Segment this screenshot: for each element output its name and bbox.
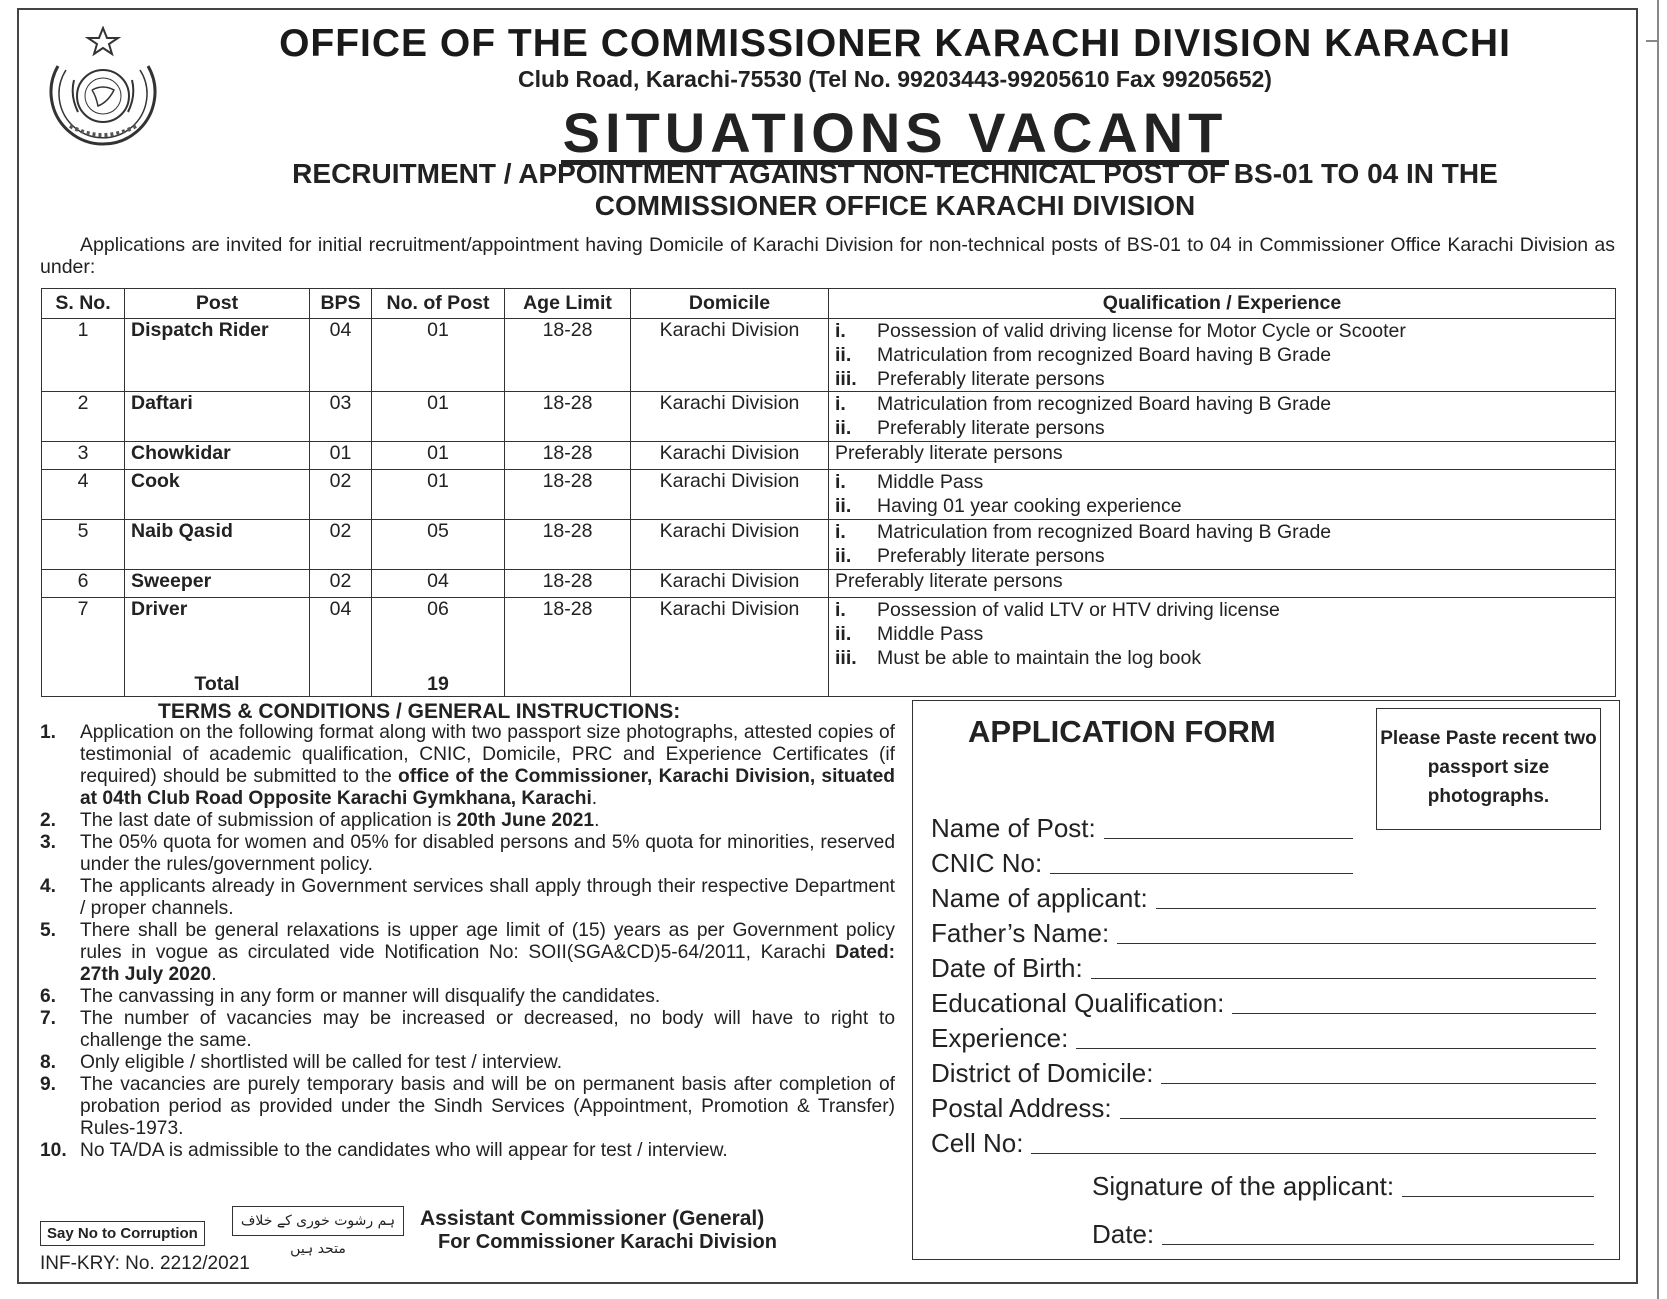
total-blank	[505, 671, 631, 697]
cell-num-posts: 01	[372, 442, 505, 470]
cell-sno: 2	[42, 392, 125, 442]
form-field[interactable]	[931, 812, 1353, 844]
form-field-line	[1161, 1083, 1596, 1084]
qualification-numeral: ii.	[835, 623, 852, 645]
date-line	[1162, 1244, 1594, 1245]
cell-post-name: Daftari	[125, 392, 310, 442]
terms-heading: TERMS & CONDITIONS / GENERAL INSTRUCTIONS:	[158, 700, 681, 723]
cell-post-name: Naib Qasid	[125, 520, 310, 570]
qualification-item	[835, 392, 1609, 416]
cell-qualification	[829, 570, 1616, 598]
header-domicile: Domicile	[631, 289, 829, 319]
term-item	[40, 1140, 895, 1162]
qualification-text: Must be able to maintain the log book	[877, 647, 1202, 669]
vacancy-table	[41, 288, 1616, 697]
date-field[interactable]	[1092, 1218, 1594, 1250]
term-text-part: .	[211, 964, 217, 985]
term-item	[40, 1008, 895, 1052]
cell-sno: 1	[42, 319, 125, 392]
qualification-numeral: iii.	[835, 647, 857, 669]
qualification-text: Having 01 year cooking experience	[877, 495, 1182, 517]
form-field-label: Father’s Name:	[931, 918, 1110, 948]
form-field[interactable]	[931, 1057, 1596, 1089]
say-no-to-corruption-badge: Say No to Corruption	[40, 1221, 205, 1246]
header-qualification: Qualification / Experience	[829, 289, 1616, 319]
cell-age-limit: 18-28	[505, 570, 631, 598]
cell-domicile: Karachi Division	[631, 319, 829, 392]
form-field-line	[1091, 978, 1596, 979]
header-post: Post	[125, 289, 310, 319]
form-field-label: Educational Qualification:	[931, 988, 1225, 1018]
application-form-title: APPLICATION FORM	[968, 714, 1276, 749]
form-field-label: Date of Birth:	[931, 953, 1083, 983]
cell-age-limit: 18-28	[505, 319, 631, 392]
term-number: 10.	[40, 1140, 67, 1161]
subheading-line-1: RECRUITMENT / APPOINTMENT AGAINST NON-TECHNICAL POST OF BS-01 TO 04 IN THE	[292, 158, 1498, 189]
qualification-numeral: ii.	[835, 344, 852, 366]
cell-post-name: Driver	[125, 598, 310, 671]
subheading-line-2: COMMISSIONER OFFICE KARACHI DIVISION	[594, 190, 1196, 221]
term-number: 4.	[40, 876, 57, 897]
cell-bps: 02	[310, 470, 372, 520]
term-text-part: The vacancies are purely temporary basis and will be on permanent basis after completion of probation period as provided under the Sindh Services (Appointment, Promotion & Transfer) Rules-1973.	[80, 1074, 895, 1139]
form-field-line	[1050, 873, 1353, 874]
date-label: Date:	[1092, 1219, 1155, 1249]
term-text	[80, 1052, 895, 1074]
qualification-text: Possession of valid driving license for Motor Cycle or Scooter	[877, 320, 1406, 342]
term-number: 1.	[40, 722, 57, 743]
form-field-line	[1104, 838, 1353, 839]
term-text-part: .	[594, 810, 600, 831]
cell-domicile: Karachi Division	[631, 598, 829, 671]
headline	[180, 100, 1610, 165]
cell-domicile: Karachi Division	[631, 570, 829, 598]
cell-qualification	[829, 442, 1616, 470]
form-field-label: Name of Post:	[931, 813, 1096, 843]
intro-paragraph: Applications are invited for initial recruitment/appointment having Domicile of Karachi Division for non-technical posts of BS-01 to 04 in Commissioner Office Karachi Division as under:	[40, 234, 1615, 278]
qualification-item	[835, 520, 1609, 544]
qualification-text: Matriculation from recognized Board having B Grade	[877, 393, 1332, 415]
form-field-label: CNIC No:	[931, 848, 1043, 878]
cell-post-name: Chowkidar	[125, 442, 310, 470]
qualification-item	[835, 622, 1609, 646]
table-row	[42, 442, 1616, 470]
cell-bps: 03	[310, 392, 372, 442]
term-text-bold: office of the Commissioner, Karachi Division, situated at 04th Club Road Opposite Karachi Gymkhana, Karachi	[80, 766, 895, 809]
cell-num-posts: 04	[372, 570, 505, 598]
qualification-numeral: ii.	[835, 545, 852, 567]
total-value: 19	[372, 671, 505, 697]
header-age-limit: Age Limit	[505, 289, 631, 319]
table-row	[42, 520, 1616, 570]
term-text	[80, 722, 895, 810]
form-field[interactable]	[931, 882, 1596, 914]
form-field[interactable]	[931, 1127, 1596, 1159]
term-number: 2.	[40, 810, 57, 831]
cell-age-limit: 18-28	[505, 442, 631, 470]
sindh-government-emblem-icon	[40, 26, 166, 152]
term-item	[40, 1052, 895, 1074]
scan-edge-line	[1657, 0, 1659, 1299]
term-text	[80, 1008, 895, 1052]
term-number: 9.	[40, 1074, 57, 1095]
qualification-numeral: i.	[835, 521, 846, 543]
table-header-row	[42, 289, 1616, 319]
signature-field[interactable]	[1092, 1170, 1594, 1202]
term-text-bold: Dated: 27th July 2020	[80, 942, 895, 985]
total-blank	[631, 671, 829, 697]
qualification-numeral: i.	[835, 471, 846, 493]
qualification-text: Preferably literate persons	[877, 545, 1105, 567]
total-blank	[310, 671, 372, 697]
term-text-part: The canvassing in any form or manner will disqualify the candidates.	[80, 986, 661, 1007]
cell-sno: 6	[42, 570, 125, 598]
cell-bps: 02	[310, 520, 372, 570]
signature-label: Signature of the applicant:	[1092, 1171, 1395, 1201]
table-row	[42, 570, 1616, 598]
cell-num-posts: 05	[372, 520, 505, 570]
photo-paste-box: Please Paste recent two passport size photographs.	[1376, 708, 1601, 830]
qualification-numeral: ii.	[835, 417, 852, 439]
term-text-part: There shall be general relaxations is upper age limit of (15) years as per Government policy rules in vogue as circulated vide Notification No: SOII(SGA&CD)5-64/2011, Karachi	[80, 920, 895, 963]
term-item	[40, 986, 895, 1008]
form-field-line	[1232, 1013, 1596, 1014]
qualification-numeral: ii.	[835, 495, 852, 517]
cell-age-limit: 18-28	[505, 520, 631, 570]
cell-qualification	[829, 392, 1616, 442]
qualification-text: Possession of valid LTV or HTV driving license	[877, 599, 1280, 621]
cell-post-name: Dispatch Rider	[125, 319, 310, 392]
form-field[interactable]	[931, 847, 1353, 879]
term-text-part: Application on the following format along with two passport size photographs, attested copies of testimonial of academic qualification, CNIC, Domicile, PRC and Experience Certificates (if required) should be submitted to the	[80, 722, 895, 787]
cell-num-posts: 01	[372, 319, 505, 392]
table-row	[42, 470, 1616, 520]
term-text	[80, 986, 895, 1008]
cell-bps: 04	[310, 319, 372, 392]
cell-domicile: Karachi Division	[631, 520, 829, 570]
cell-sno: 4	[42, 470, 125, 520]
cell-bps: 04	[310, 598, 372, 671]
cell-sno: 5	[42, 520, 125, 570]
qualification-item	[835, 598, 1609, 622]
form-field-label: Postal Address:	[931, 1093, 1112, 1123]
qualification-numeral: i.	[835, 320, 846, 342]
form-field[interactable]	[931, 1092, 1596, 1124]
term-item	[40, 876, 895, 920]
cell-bps: 02	[310, 570, 372, 598]
form-field-label: Cell No:	[931, 1128, 1024, 1158]
qualification-item	[835, 367, 1609, 391]
term-text-part: .	[591, 788, 598, 809]
cell-domicile: Karachi Division	[631, 470, 829, 520]
qualification-item	[835, 544, 1609, 568]
qualification-text: Preferably literate persons	[877, 368, 1105, 390]
qualification-numeral: i.	[835, 393, 846, 415]
term-number: 7.	[40, 1008, 57, 1029]
qualification-text: Preferably literate persons	[877, 417, 1105, 439]
term-number: 6.	[40, 986, 57, 1007]
signatory-subtitle: For Commissioner Karachi Division	[438, 1231, 777, 1253]
term-text-part: The 05% quota for women and 05% for disabled persons and 5% quota for minorities, reserved under the rules/government policy.	[80, 832, 895, 875]
cell-sno: 3	[42, 442, 125, 470]
form-field-label: Name of applicant:	[931, 883, 1148, 913]
cell-age-limit: 18-28	[505, 470, 631, 520]
term-item	[40, 832, 895, 876]
term-text-part: The number of vacancies may be increased or decreased, no body will have to right to challenge the same.	[80, 1008, 895, 1051]
qualification-text: Matriculation from recognized Board having B Grade	[877, 521, 1332, 543]
term-text-part: Only eligible / shortlisted will be called for test / interview.	[80, 1052, 563, 1073]
cell-post-name: Sweeper	[125, 570, 310, 598]
qualification-numeral: i.	[835, 599, 846, 621]
term-item	[40, 920, 895, 986]
urdu-slogan-box: ہم رشوت خوری کے خلاف متحد ہیں	[232, 1206, 404, 1236]
form-field-line	[1076, 1048, 1596, 1049]
form-field-line	[1120, 1118, 1596, 1119]
table-row	[42, 598, 1616, 671]
cell-qualification	[829, 319, 1616, 392]
term-number: 8.	[40, 1052, 57, 1073]
signatory-title: Assistant Commissioner (General)	[420, 1207, 765, 1230]
cell-domicile: Karachi Division	[631, 442, 829, 470]
office-title: OFFICE OF THE COMMISSIONER KARACHI DIVISION KARACHI	[279, 22, 1511, 65]
scan-edge-tick	[1646, 40, 1658, 42]
term-text-part: The applicants already in Government services shall apply through their respective Department / proper channels.	[80, 876, 895, 919]
term-text-part: The last date of submission of application is	[80, 810, 457, 831]
form-field-line	[1156, 908, 1596, 909]
cell-bps: 01	[310, 442, 372, 470]
form-field[interactable]	[931, 1022, 1596, 1054]
qualification-item	[835, 416, 1609, 440]
term-number: 3.	[40, 832, 57, 853]
signature-line	[1402, 1196, 1594, 1197]
qualification-item	[835, 494, 1609, 518]
headline-text: SITUATIONS VACANT	[562, 101, 1228, 164]
cell-domicile: Karachi Division	[631, 392, 829, 442]
header-bps: BPS	[310, 289, 372, 319]
cell-num-posts: 06	[372, 598, 505, 671]
qualification-item	[835, 319, 1609, 343]
qualification-item	[835, 470, 1609, 494]
term-text	[80, 920, 895, 986]
table-row	[42, 392, 1616, 442]
term-text	[80, 810, 895, 832]
form-field-label: Experience:	[931, 1023, 1069, 1053]
total-label: Total	[125, 671, 310, 697]
qualification-numeral: iii.	[835, 368, 857, 390]
term-number: 5.	[40, 920, 57, 941]
cell-qualification	[829, 598, 1616, 697]
office-address: Club Road, Karachi-75530 (Tel No. 99203443-99205610 Fax 99205652)	[518, 66, 1272, 92]
table-row	[42, 319, 1616, 392]
cell-age-limit: 18-28	[505, 392, 631, 442]
term-item	[40, 722, 895, 810]
cell-num-posts: 01	[372, 470, 505, 520]
term-text-bold: 20th June 2021	[456, 810, 595, 831]
qualification-text: Preferably literate persons	[835, 442, 1063, 464]
total-blank	[42, 671, 125, 697]
form-field[interactable]	[931, 987, 1596, 1019]
term-text	[80, 1140, 895, 1162]
cell-qualification	[829, 520, 1616, 570]
qualification-item	[835, 343, 1609, 367]
form-field-line	[1031, 1153, 1596, 1154]
form-field-line	[1117, 943, 1596, 944]
form-field[interactable]	[931, 917, 1596, 949]
ad-reference-number: INF-KRY: No. 2212/2021	[40, 1253, 250, 1274]
term-text	[80, 832, 895, 876]
qualification-text: Middle Pass	[877, 623, 984, 645]
term-text	[80, 1074, 895, 1140]
cell-qualification	[829, 470, 1616, 520]
qualification-text: Matriculation from recognized Board having B Grade	[877, 344, 1332, 366]
terms-list	[40, 722, 895, 1162]
cell-age-limit: 18-28	[505, 598, 631, 671]
form-field[interactable]	[931, 952, 1596, 984]
qualification-text: Preferably literate persons	[835, 570, 1063, 592]
term-text	[80, 876, 895, 920]
cell-post-name: Cook	[125, 470, 310, 520]
cell-num-posts: 01	[372, 392, 505, 442]
header-sno: S. No.	[42, 289, 125, 319]
qualification-text: Middle Pass	[877, 471, 984, 493]
form-field-label: District of Domicile:	[931, 1058, 1154, 1088]
term-item	[40, 1074, 895, 1140]
qualification-item	[835, 646, 1609, 670]
header-num-posts: No. of Post	[372, 289, 505, 319]
term-item	[40, 810, 895, 832]
cell-sno: 7	[42, 598, 125, 671]
term-text-part: No TA/DA is admissible to the candidates who will appear for test / interview.	[80, 1140, 728, 1161]
